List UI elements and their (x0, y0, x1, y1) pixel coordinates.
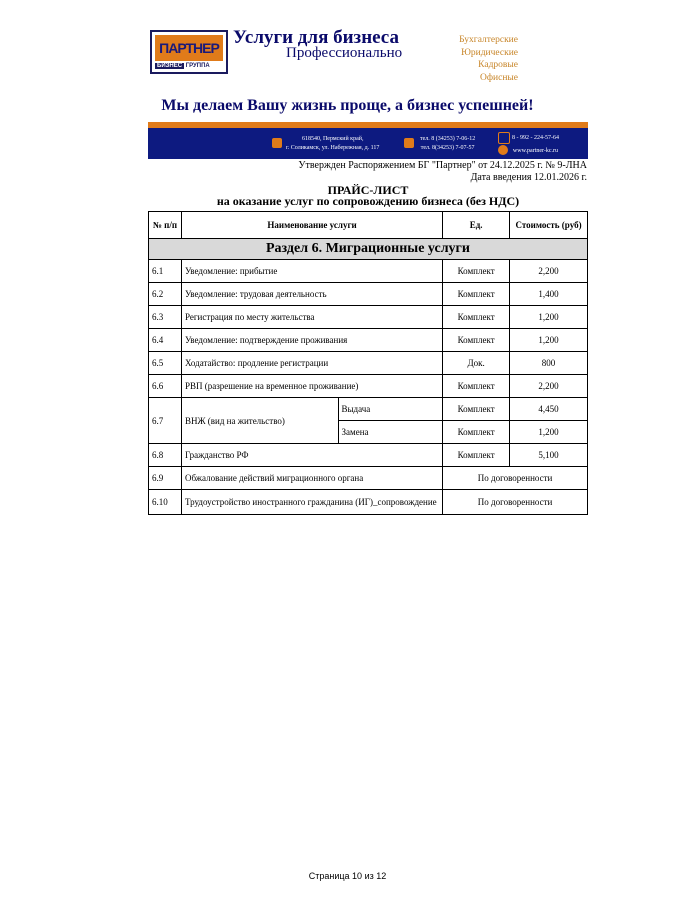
intro-date: Дата введения 12.01.2026 г. (470, 172, 587, 183)
website-link[interactable]: www.partner-kc.ru (512, 148, 559, 154)
row-num: 6.1 (149, 260, 182, 283)
row-name: ВНЖ (вид на жительство) (181, 398, 338, 444)
col-unit: Ед. (443, 212, 510, 239)
row-subname: Замена (338, 421, 443, 444)
service-item: Юридические (461, 47, 518, 58)
table-row (149, 283, 588, 306)
col-num: № п/п (149, 212, 182, 239)
row-name: Регистрация по месту жительства (181, 306, 442, 329)
row-num: 6.3 (149, 306, 182, 329)
row-unit: Комплект (443, 398, 510, 421)
row-num: 6.4 (149, 329, 182, 352)
page-number: Страница 10 из 12 (308, 871, 387, 881)
row-unit: Комплект (443, 283, 510, 306)
row-price: 1,200 (510, 306, 588, 329)
row-price: 1,200 (510, 421, 588, 444)
table-row (149, 329, 588, 352)
row-name: Уведомление: прибытие (181, 260, 442, 283)
table-row (149, 375, 588, 398)
doc-subtitle: на оказание услуг по сопровождению бизнеса (без НДС) (216, 194, 520, 208)
table-row (149, 490, 588, 515)
row-price: По договоренности (443, 490, 588, 515)
viber-icon (498, 132, 510, 144)
row-unit: Комплект (443, 444, 510, 467)
row-price: По договоренности (443, 467, 588, 490)
row-num: 6.6 (149, 375, 182, 398)
row-num: 6.5 (149, 352, 182, 375)
row-num: 6.8 (149, 444, 182, 467)
table-row (149, 260, 588, 283)
row-name: Уведомление: подтверждение проживания (181, 329, 442, 352)
row-name: Ходатайство: продление регистрации (181, 352, 442, 375)
service-item: Офисные (480, 72, 518, 83)
row-num: 6.10 (149, 490, 182, 515)
doc-title (148, 185, 588, 207)
contact-band (148, 128, 588, 159)
row-name: Трудоустройство иностранного гражданина (ИГ)_сопровождение (181, 490, 442, 515)
address-line: г. Соликамск, ул. Набережная, д. 117 (286, 145, 380, 151)
row-num: 6.7 (149, 398, 182, 444)
col-price: Стоимость (руб) (510, 212, 588, 239)
price-table (148, 211, 588, 515)
service-item: Кадровые (478, 60, 518, 70)
col-name: Наименование услуги (181, 212, 442, 239)
row-unit: Комплект (443, 375, 510, 398)
service-item: Бухгалтерские (459, 35, 518, 45)
home-icon (272, 138, 282, 148)
table-header (149, 212, 588, 239)
row-unit: Комплект (443, 329, 510, 352)
phone: тел. 8 (34253) 7-06-12 (420, 136, 476, 142)
row-price: 2,200 (510, 260, 588, 283)
row-name: Обжалование действий миграционного органа (181, 467, 442, 490)
doc-title-main: ПРАЙС-ЛИСТ (327, 183, 409, 197)
row-price: 800 (510, 352, 588, 375)
row-num: 6.9 (149, 467, 182, 490)
row-name: Уведомление: трудовая деятельность (181, 283, 442, 306)
row-price: 1,200 (510, 329, 588, 352)
phone: тел. 8(34253) 7-07-57 (420, 145, 475, 151)
row-name: Гражданство РФ (181, 444, 442, 467)
table-row (149, 398, 588, 421)
row-name: РВП (разрешение на временное проживание) (181, 375, 442, 398)
address-line: 618540, Пермский край, (301, 136, 364, 142)
row-unit: Комплект (443, 260, 510, 283)
logo-mark: ПАРТНЕР (155, 35, 223, 61)
globe-icon (498, 145, 508, 155)
partner-logo (150, 30, 228, 74)
logo-caption: БИЗНЕС ГРУППА (157, 63, 210, 69)
row-subname: Выдача (338, 398, 443, 421)
row-unit: Комплект (443, 306, 510, 329)
row-price: 2,200 (510, 375, 588, 398)
section-row (149, 239, 588, 260)
approval-note: Утвержден Распоряжением БГ "Партнер" от 24.12.2025 г. № 9-ЛНА (298, 160, 587, 171)
table-row (149, 306, 588, 329)
mobile: 8 - 992 - 224-57-64 (512, 135, 559, 141)
slogan: Мы делаем Вашу жизнь проще, а бизнес успешней! (161, 97, 534, 114)
table-row (149, 467, 588, 490)
row-price: 4,450 (510, 398, 588, 421)
header-title: Услуги для бизнеса (233, 27, 399, 48)
row-price: 5,100 (510, 444, 588, 467)
row-num: 6.2 (149, 283, 182, 306)
phone-book-icon (404, 138, 414, 148)
row-unit: Комплект (443, 421, 510, 444)
row-unit: Док. (443, 352, 510, 375)
header-subtitle: Профессионально (286, 45, 403, 61)
row-price: 1,400 (510, 283, 588, 306)
section-title: Раздел 6. Миграционные услуги (149, 239, 588, 260)
table-row (149, 352, 588, 375)
services-list (440, 34, 518, 84)
table-row (149, 444, 588, 467)
